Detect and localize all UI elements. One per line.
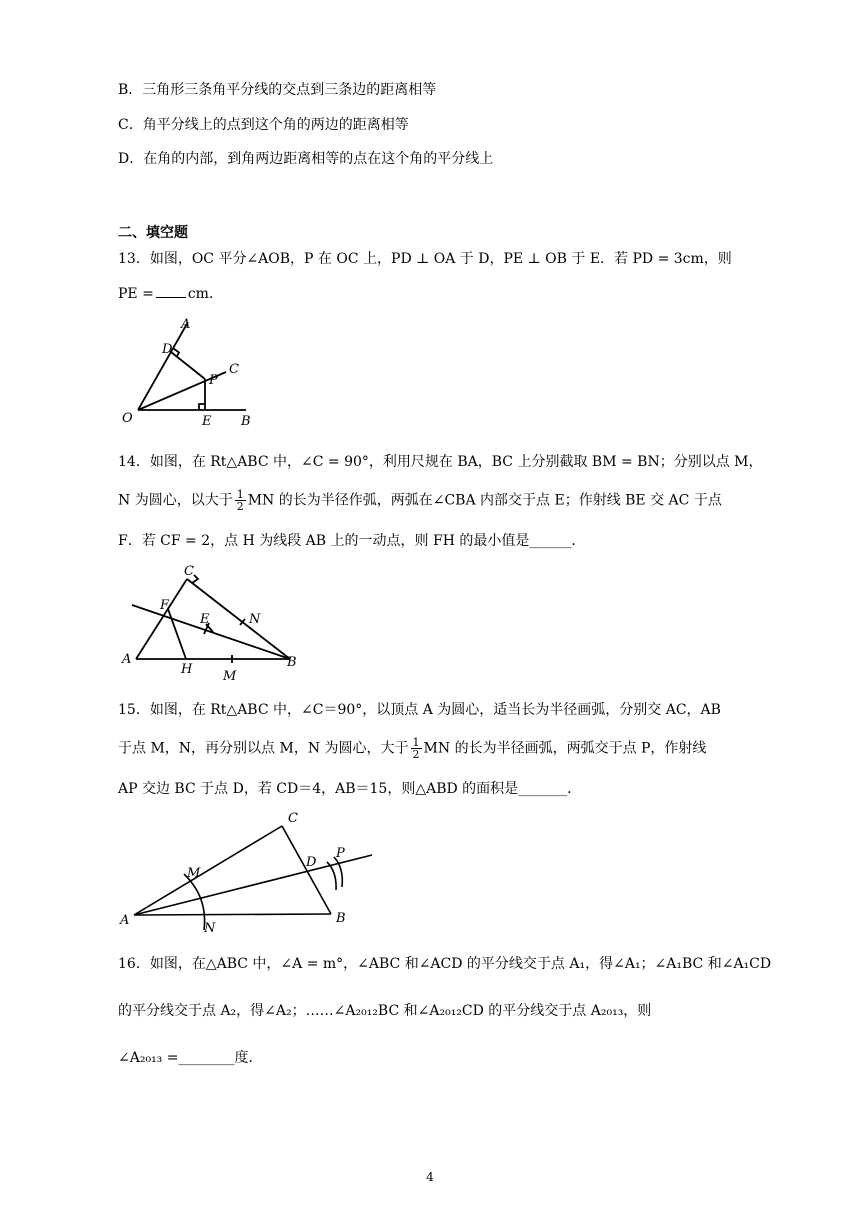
q15-line2-pre: 于点 M，N，再分别以点 M，N 为圆心，大于 <box>118 740 409 757</box>
q14-label-n: N <box>249 612 261 627</box>
q15-label-n: N <box>204 921 216 936</box>
q15-label-d: D <box>306 855 317 870</box>
q13-label-a: A <box>181 317 191 332</box>
q15-frac-den: 2 <box>412 748 420 761</box>
q15-frac-num: 1 <box>412 736 420 749</box>
q16-line1: 16．如图，在△ABC 中，∠A = m°，∠ABC 和∠ACD 的平分线交于点 A₁，得∠A₁；∠A₁BC 和∠A₁CD <box>118 956 772 972</box>
q14-frac-den: 2 <box>236 500 244 513</box>
q14-label-c: C <box>184 564 194 579</box>
option-c: C．角平分线上的点到这个角的两边的距离相等 <box>118 117 409 133</box>
q13-line2-suffix: cm． <box>187 286 223 302</box>
q14-label-e: E <box>200 612 210 627</box>
q14-line2 <box>118 489 722 512</box>
q15-line1: 15．如图，在 Rt△ABC 中，∠C＝90°，以顶点 A 为圆心，适当长为半径画弧，分别交 AC，AB <box>118 702 721 718</box>
q15-label-a: A <box>120 913 130 928</box>
q13-label-e: E <box>202 414 212 429</box>
q14-line2-post: MN 的长为半径作弧，两弧在∠CBA 内部交于点 E；作射线 BE 交 AC 于点 <box>247 492 722 509</box>
q14-label-a: A <box>122 652 132 667</box>
q13-label-c: C <box>229 362 239 377</box>
q16-line3: ∠A₂₀₁₃ =________度． <box>118 1050 263 1066</box>
option-d: D．在角的内部，到角两边距离相等的点在这个角的平分线上 <box>118 151 494 167</box>
q13-label-d: D <box>162 342 173 357</box>
q15-label-p: P <box>336 846 345 861</box>
q13-line1: 13．如图，OC 平分∠AOB，P 在 OC 上，PD ⊥ OA 于 D，PE ⊥ OB 于 E．若 PD = 3cm，则 <box>118 251 732 267</box>
q15-line3: AP 交边 BC 于点 D，若 CD＝4，AB＝15，则△ABD 的面积是_______． <box>118 781 582 797</box>
q13-label-o: O <box>122 411 133 426</box>
q15-label-m: M <box>187 866 201 881</box>
q14-fraction <box>235 489 246 512</box>
q14-line1: 14．如图，在 Rt△ABC 中，∠C = 90°，利用尺规在 BA，BC 上分别截取 BM = BN；分别以点 M， <box>118 454 763 470</box>
q14-label-f: F <box>160 598 170 613</box>
q15-label-c: C <box>288 811 298 826</box>
q13-label-p: P <box>209 373 218 388</box>
q14-line3: F．若 CF = 2，点 H 为线段 AB 上的一动点，则 FH 的最小值是______． <box>118 533 586 549</box>
q14-line2-pre: N 为圆心，以大于 <box>118 492 233 509</box>
section-title: 二、填空题 <box>118 225 188 241</box>
q14-label-m: M <box>223 669 237 684</box>
q16-line2: 的平分线交于点 A₂，得∠A₂；……∠A₂₀₁₂BC 和∠A₂₀₁₂CD 的平分线交于点 A₂₀₁₃，则 <box>118 1003 652 1019</box>
q15-fraction <box>411 737 422 760</box>
q14-frac-num: 1 <box>236 488 244 501</box>
q14-figure <box>118 564 308 684</box>
q13-line2 <box>118 283 223 304</box>
q15-figure <box>118 812 378 934</box>
option-b: B．三角形三条角平分线的交点到三条边的距离相等 <box>118 82 437 98</box>
q14-label-b: B <box>287 655 297 670</box>
q13-figure <box>118 316 258 431</box>
q15-line2 <box>118 737 706 760</box>
q13-label-b: B <box>241 414 251 429</box>
q13-line2-prefix: PE = <box>118 286 154 302</box>
q14-label-h: H <box>181 662 193 677</box>
q15-label-b: B <box>336 911 346 926</box>
q15-line2-post: MN 的长为半径画弧，两弧交于点 P，作射线 <box>423 740 707 757</box>
page-number: 4 <box>426 1170 434 1184</box>
